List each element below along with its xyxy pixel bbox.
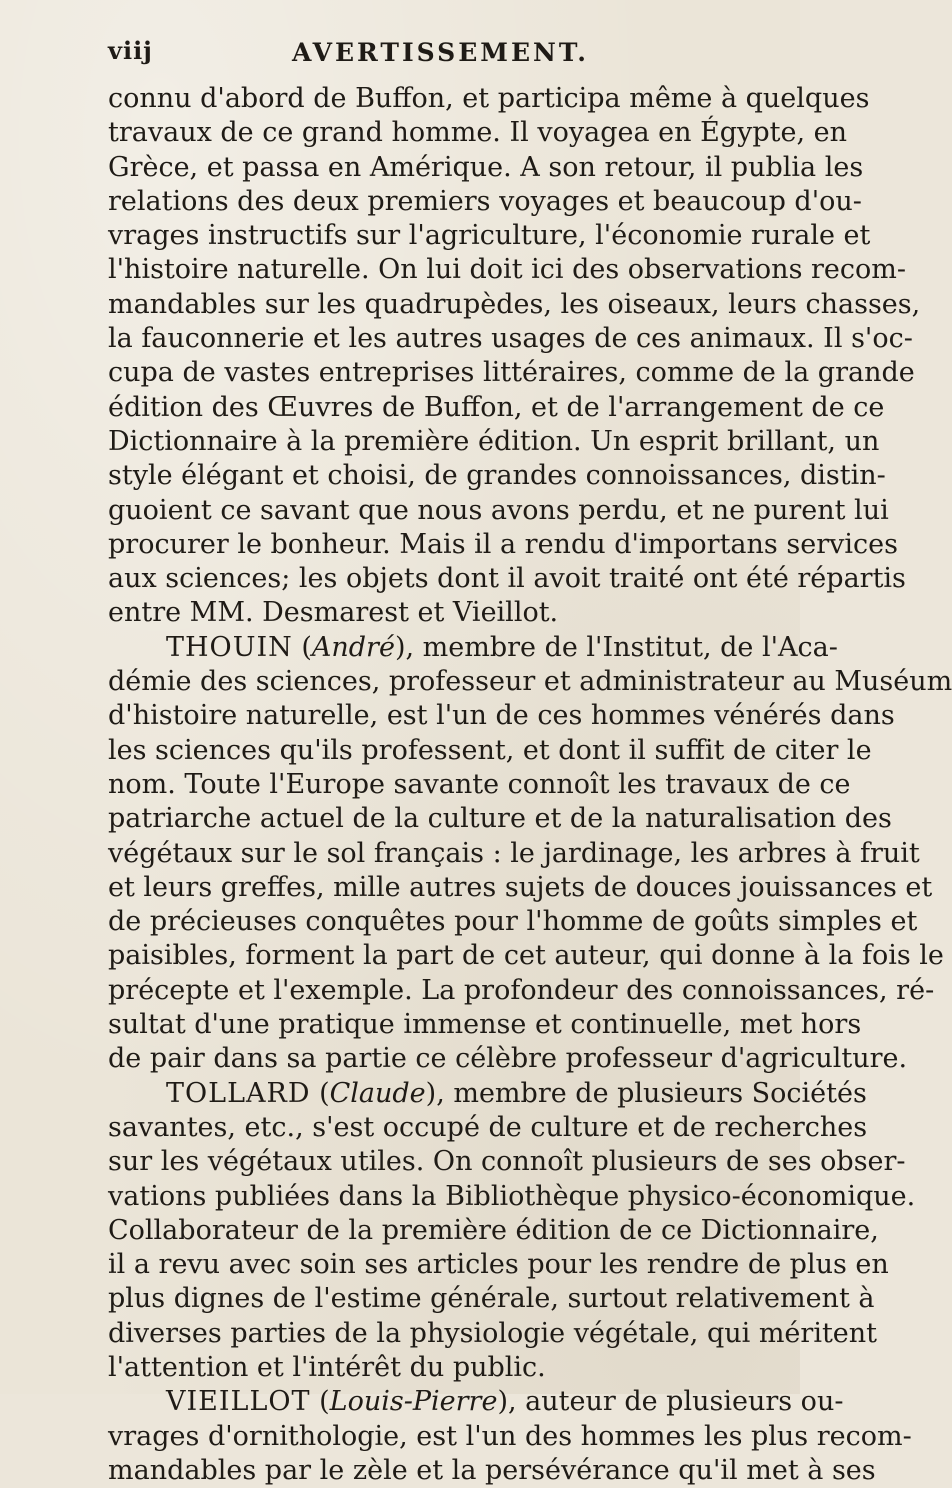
author-given-name: Claude — [329, 1077, 426, 1109]
text-line: l'attention et l'intérêt du public. — [108, 1351, 546, 1383]
text-line: aux sciences; les objets dont il avoit traité ont été répartis — [108, 563, 906, 595]
text-line: mandables sur les quadrupèdes, les oiseaux, leurs chasses, — [108, 288, 921, 320]
paragraph-tollard — [108, 1077, 916, 1386]
text-line: la fauconnerie et les autres usages de ces animaux. Il s'oc- — [108, 323, 913, 355]
text-line: d'histoire naturelle, est l'un de ces hommes vénérés dans — [108, 700, 895, 732]
page-header — [108, 36, 708, 76]
text-fragment: ), membre de l'Institut, de l'Aca- — [394, 631, 838, 663]
text-line: vrages d'ornithologie, est l'un des hommes les plus recom- — [108, 1420, 912, 1452]
text-line: il a revu avec soin ses articles pour les rendre de plus en — [108, 1249, 889, 1281]
paragraph-vieillot — [108, 1385, 912, 1488]
text-line: style élégant et choisi, de grandes connoissances, distin- — [108, 460, 886, 492]
paragraph-thouin — [108, 631, 952, 1077]
text-line: paisibles, forment la part de cet auteur, qui donne à la fois le — [108, 940, 944, 972]
text-line: vations publiées dans la Bibliothèque physico-économique. — [108, 1180, 916, 1212]
text-line: Collaborateur de la première édition de ce Dictionnaire, — [108, 1214, 879, 1246]
text-line: cupa de vastes entreprises littéraires, comme de la grande — [108, 357, 915, 389]
text-fragment: ), auteur de plusieurs ou- — [497, 1386, 844, 1418]
text-line: Grèce, et passa en Amérique. A son retour, il publia les — [108, 151, 864, 183]
text-line: mandables par le zèle et la persévérance qu'il met à ses — [108, 1454, 876, 1486]
author-given-name: André — [311, 631, 395, 663]
text-line: procurer le bonheur. Mais il a rendu d'importans services — [108, 528, 898, 560]
text-line: de pair dans sa partie ce célèbre professeur d'agriculture. — [108, 1043, 908, 1075]
text-line: patriarche actuel de la culture et de la naturalisation des — [108, 803, 892, 835]
text-line: l'histoire naturelle. On lui doit ici des observations recom- — [108, 254, 906, 286]
text-line: précepte et l'exemple. La profondeur des connoissances, ré- — [108, 974, 935, 1006]
text-line: de précieuses conquêtes pour l'homme de goûts simples et — [108, 906, 918, 938]
page-number: viij — [108, 36, 153, 65]
entry-heading-line: VIEILLOT (Louis-Pierre), auteur de plusieurs ou- — [166, 1386, 844, 1418]
text-line: vrages instructifs sur l'agriculture, l'économie rurale et — [108, 220, 871, 252]
entry-heading-line: THOUIN (André), membre de l'Institut, de l'Aca- — [166, 631, 838, 663]
author-name: VIEILLOT — [166, 1386, 311, 1418]
text-line: entre MM. Desmarest et Vieillot. — [108, 597, 559, 629]
text-line: nom. Toute l'Europe savante connoît les travaux de ce — [108, 768, 851, 800]
text-line: les sciences qu'ils professent, et dont il suffit de citer le — [108, 734, 872, 766]
text-fragment: ), membre de plusieurs Sociétés — [425, 1077, 867, 1109]
entry-heading-line: TOLLARD (Claude), membre de plusieurs Sociétés — [166, 1077, 867, 1109]
author-given-name: Louis-Pierre — [329, 1386, 498, 1418]
text-line: Dictionnaire à la première édition. Un esprit brillant, un — [108, 425, 880, 457]
body-text — [108, 82, 952, 1488]
text-line: travaux de ce grand homme. Il voyagea en Égypte, en — [108, 117, 847, 149]
text-line: démie des sciences, professeur et administrateur au Muséum — [108, 666, 952, 698]
author-name: THOUIN — [166, 631, 293, 663]
text-line: édition des Œuvres de Buffon, et de l'arrangement de ce — [108, 391, 885, 423]
text-line: savantes, etc., s'est occupé de culture et de recherches — [108, 1111, 868, 1143]
text-line: guoient ce savant que nous avons perdu, et ne purent lui — [108, 494, 889, 526]
author-name: TOLLARD — [166, 1077, 311, 1109]
text-line: sur les végétaux utiles. On connoît plusieurs de ses obser- — [108, 1146, 906, 1178]
running-title: AVERTISSEMENT. — [292, 38, 589, 67]
text-line: et leurs greffes, mille autres sujets de douces jouissances et — [108, 871, 933, 903]
text-line: plus dignes de l'estime générale, surtout relativement à — [108, 1283, 875, 1315]
text-line: végétaux sur le sol français : le jardinage, les arbres à fruit — [108, 837, 920, 869]
paragraph-continuation — [108, 82, 921, 631]
text-line: diverses parties de la physiologie végétale, qui méritent — [108, 1317, 878, 1349]
text-line: sultat d'une pratique immense et continuelle, met hors — [108, 1009, 862, 1041]
text-line: relations des deux premiers voyages et beaucoup d'ou- — [108, 185, 862, 217]
text-line: connu d'abord de Buffon, et participa même à quelques — [108, 83, 870, 114]
